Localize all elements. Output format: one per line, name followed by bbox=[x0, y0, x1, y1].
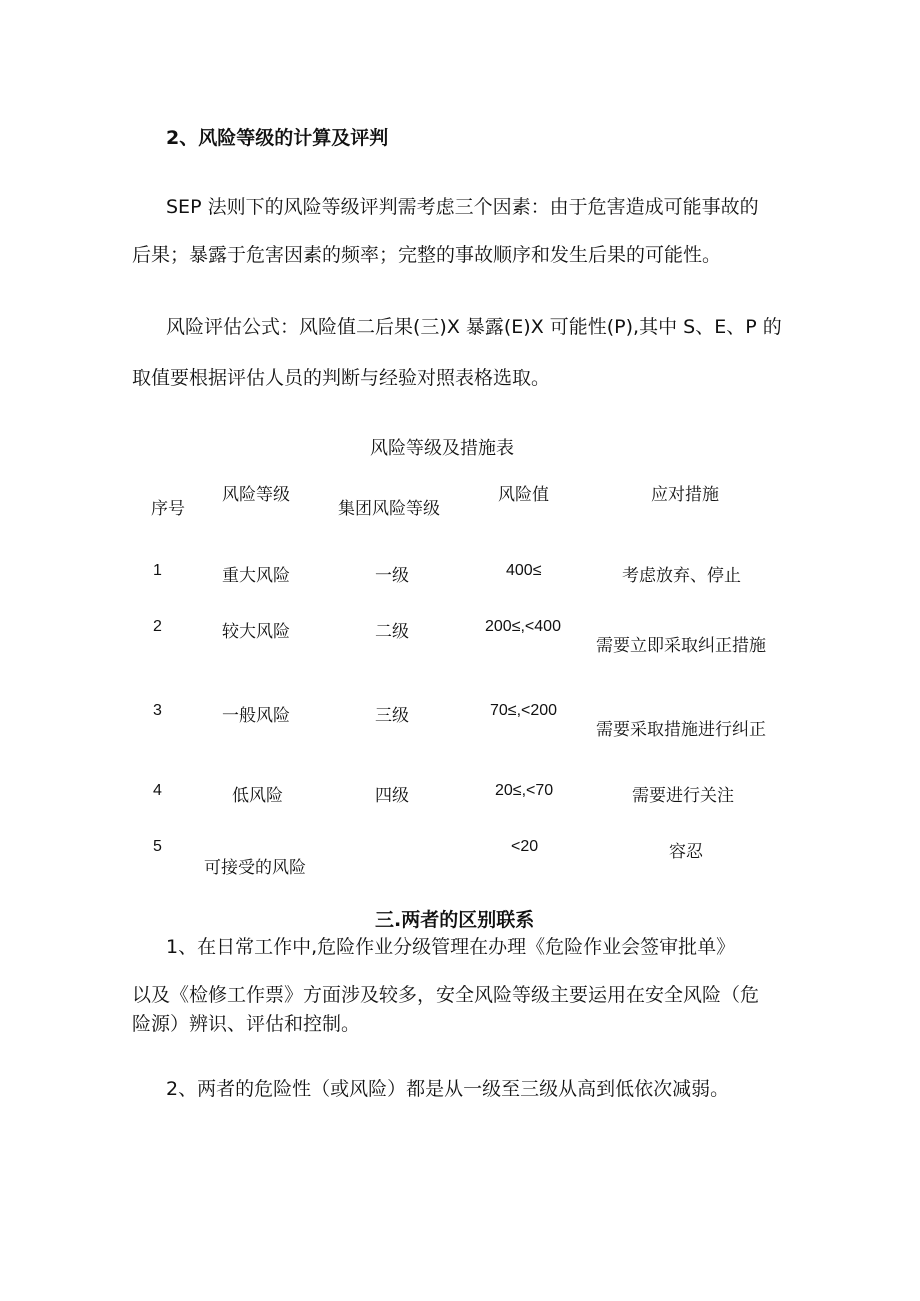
table-title: 风险等级及措施表 bbox=[370, 438, 514, 459]
row4-group-level: 四级 bbox=[375, 786, 409, 806]
row2-no: 2 bbox=[153, 618, 162, 635]
row3-value: 70≤,<200 bbox=[490, 702, 558, 719]
row3-measure: 需要采取措施进行纠正 bbox=[596, 720, 766, 740]
row2-level: 较大风险 bbox=[222, 622, 290, 642]
section3-item2: 2、两者的危险性（或风险）都是从一级至三级从高到低依次减弱。 bbox=[166, 1078, 730, 1100]
row4-measure: 需要进行关注 bbox=[632, 786, 734, 806]
row3-group-level: 三级 bbox=[375, 706, 409, 726]
row5-level: 可接受的风险 bbox=[204, 858, 306, 878]
row1-value: 400≤ bbox=[506, 562, 542, 579]
row5-value: <20 bbox=[511, 838, 539, 855]
row3-no: 3 bbox=[153, 702, 162, 719]
row5-measure: 容忍 bbox=[669, 842, 703, 862]
row2-measure: 需要立即采取纠正措施 bbox=[596, 636, 766, 656]
row4-level: 低风险 bbox=[232, 786, 283, 806]
row4-no: 4 bbox=[153, 782, 162, 799]
row1-no: 1 bbox=[153, 562, 162, 579]
row5-no: 5 bbox=[153, 838, 162, 855]
row1-measure: 考虑放弃、停止 bbox=[622, 566, 741, 586]
row1-group-level: 一级 bbox=[375, 566, 409, 586]
header-group-level: 集团风险等级 bbox=[338, 499, 440, 519]
section2-para2-line2: 取值要根据评估人员的判断与经验对照表格选取。 bbox=[132, 367, 551, 389]
section3-item1-line2: 以及《检修工作票》方面涉及较多，安全风险等级主要运用在安全风险（危 bbox=[132, 984, 760, 1006]
header-level: 风险等级 bbox=[222, 485, 290, 505]
row2-group-level: 二级 bbox=[375, 622, 409, 642]
section3-item1-line1: 1、在日常工作中,危险作业分级管理在办理《危险作业会签审批单》 bbox=[166, 936, 736, 958]
header-measure: 应对措施 bbox=[651, 485, 719, 505]
row4-value: 20≤,<70 bbox=[495, 782, 554, 799]
row2-value: 200≤,<400 bbox=[485, 618, 561, 635]
header-no: 序号 bbox=[151, 499, 185, 519]
header-value: 风险值 bbox=[498, 485, 549, 505]
row3-level: 一般风险 bbox=[222, 706, 290, 726]
section2-para1-line2: 后果；暴露于危害因素的频率；完整的事故顺序和发生后果的可能性。 bbox=[132, 244, 722, 266]
section2-para1-line1: SEP 法则下的风险等级评判需考虑三个因素：由于危害造成可能事故的 bbox=[166, 196, 759, 218]
section3-heading: 三.两者的区别联系 bbox=[375, 909, 535, 931]
section2-para2-line1: 风险评估公式：风险值二后果(三)X 暴露(E)X 可能性(P),其中 S、E、P 的 bbox=[166, 316, 782, 338]
section2-heading: 2、风险等级的计算及评判 bbox=[166, 127, 389, 149]
section3-item1-line3: 险源）辨识、评估和控制。 bbox=[132, 1013, 361, 1035]
row1-level: 重大风险 bbox=[222, 566, 290, 586]
